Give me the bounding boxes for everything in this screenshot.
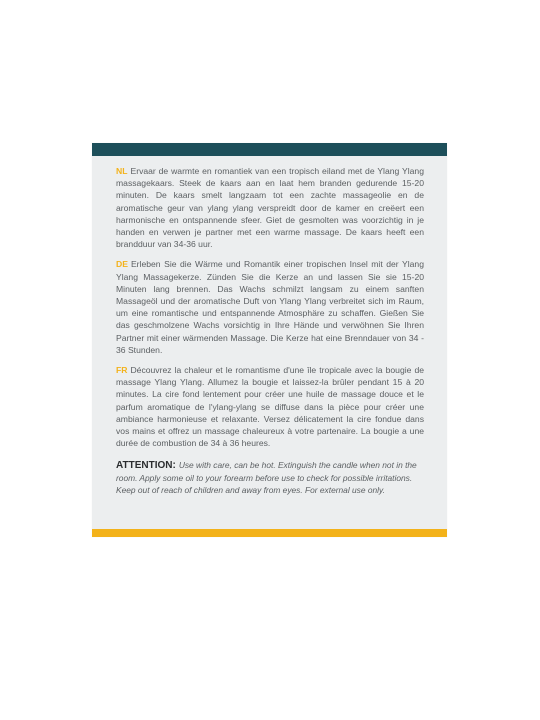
top-color-band [92, 143, 447, 156]
section-de [116, 258, 424, 356]
attention-label: ATTENTION: [116, 460, 176, 472]
attention-text: Use with care, can be hot. Extinguish the candle when not in the room. Apply some oil to your forearm before use to check for possible irritations. Keep out of reach of children and away from eyes. For external use only. [116, 460, 417, 496]
card-content [116, 165, 424, 505]
product-info-card [92, 143, 447, 537]
lang-code-nl: NL [116, 166, 128, 176]
section-fr [116, 364, 424, 449]
lang-code-fr: FR [116, 365, 128, 376]
bottom-color-band [92, 529, 447, 537]
section-nl [116, 165, 424, 250]
section-de-text: Erleben Sie die Wärme und Romantik einer tropischen Insel mit der Ylang Ylang Massagekerze. Zünden Sie die Kerze an und lassen Sie sie 15-20 Minuten lang brennen. Das Wachs schmilzt langsam zu einem sanften Massageöl und der aromatische Duft von Ylang Ylang verbreitet sich im Raum, um eine romantische und entspannende Atmosphäre zu schaffen. Gießen Sie das geschmolzene Wachs vorsichtig in Ihre Hände und verwöhnen Sie Ihren Partner mit einer wärmenden Massage. Die Kerze hat eine Brenndauer von 34 - 36 Stunden. [116, 259, 424, 355]
lang-code-de: DE [116, 259, 128, 270]
section-fr-text: Découvrez la chaleur et le romantisme d'une île tropicale avec la bougie de massage Ylang Ylang. Allumez la bougie et laissez-la brûler pendant 15 à 20 minutes. La cire fond lentement pour créer une huile de massage douce et le parfum aromatique de l'ylang-ylang se diffuse dans la pièce pour créer une ambiance harmonieuse et relaxante. Versez délicatement la cire fondue dans vos mains et offrez un massage chaleureux à votre partenaire. La bougie a une durée de combustion de 34 à 36 heures. [116, 365, 424, 449]
section-nl-text: Ervaar de warmte en romantiek van een tropisch eiland met de Ylang Ylang massagekaars. Steek de kaars aan en laat hem branden gedurende 15-20 minuten. De kaars smelt langzaam tot een zachte massageolie en de aromatische geur van ylang ylang verspreidt door de kamer en creëert een harmonische en ontspannende sfeer. Giet de gesmolten was voorzichtig in je handen en verwen je partner met een warme massage. De kaars heeft een brandduur van 34-36 uur. [116, 166, 424, 250]
attention-notice [116, 459, 424, 496]
